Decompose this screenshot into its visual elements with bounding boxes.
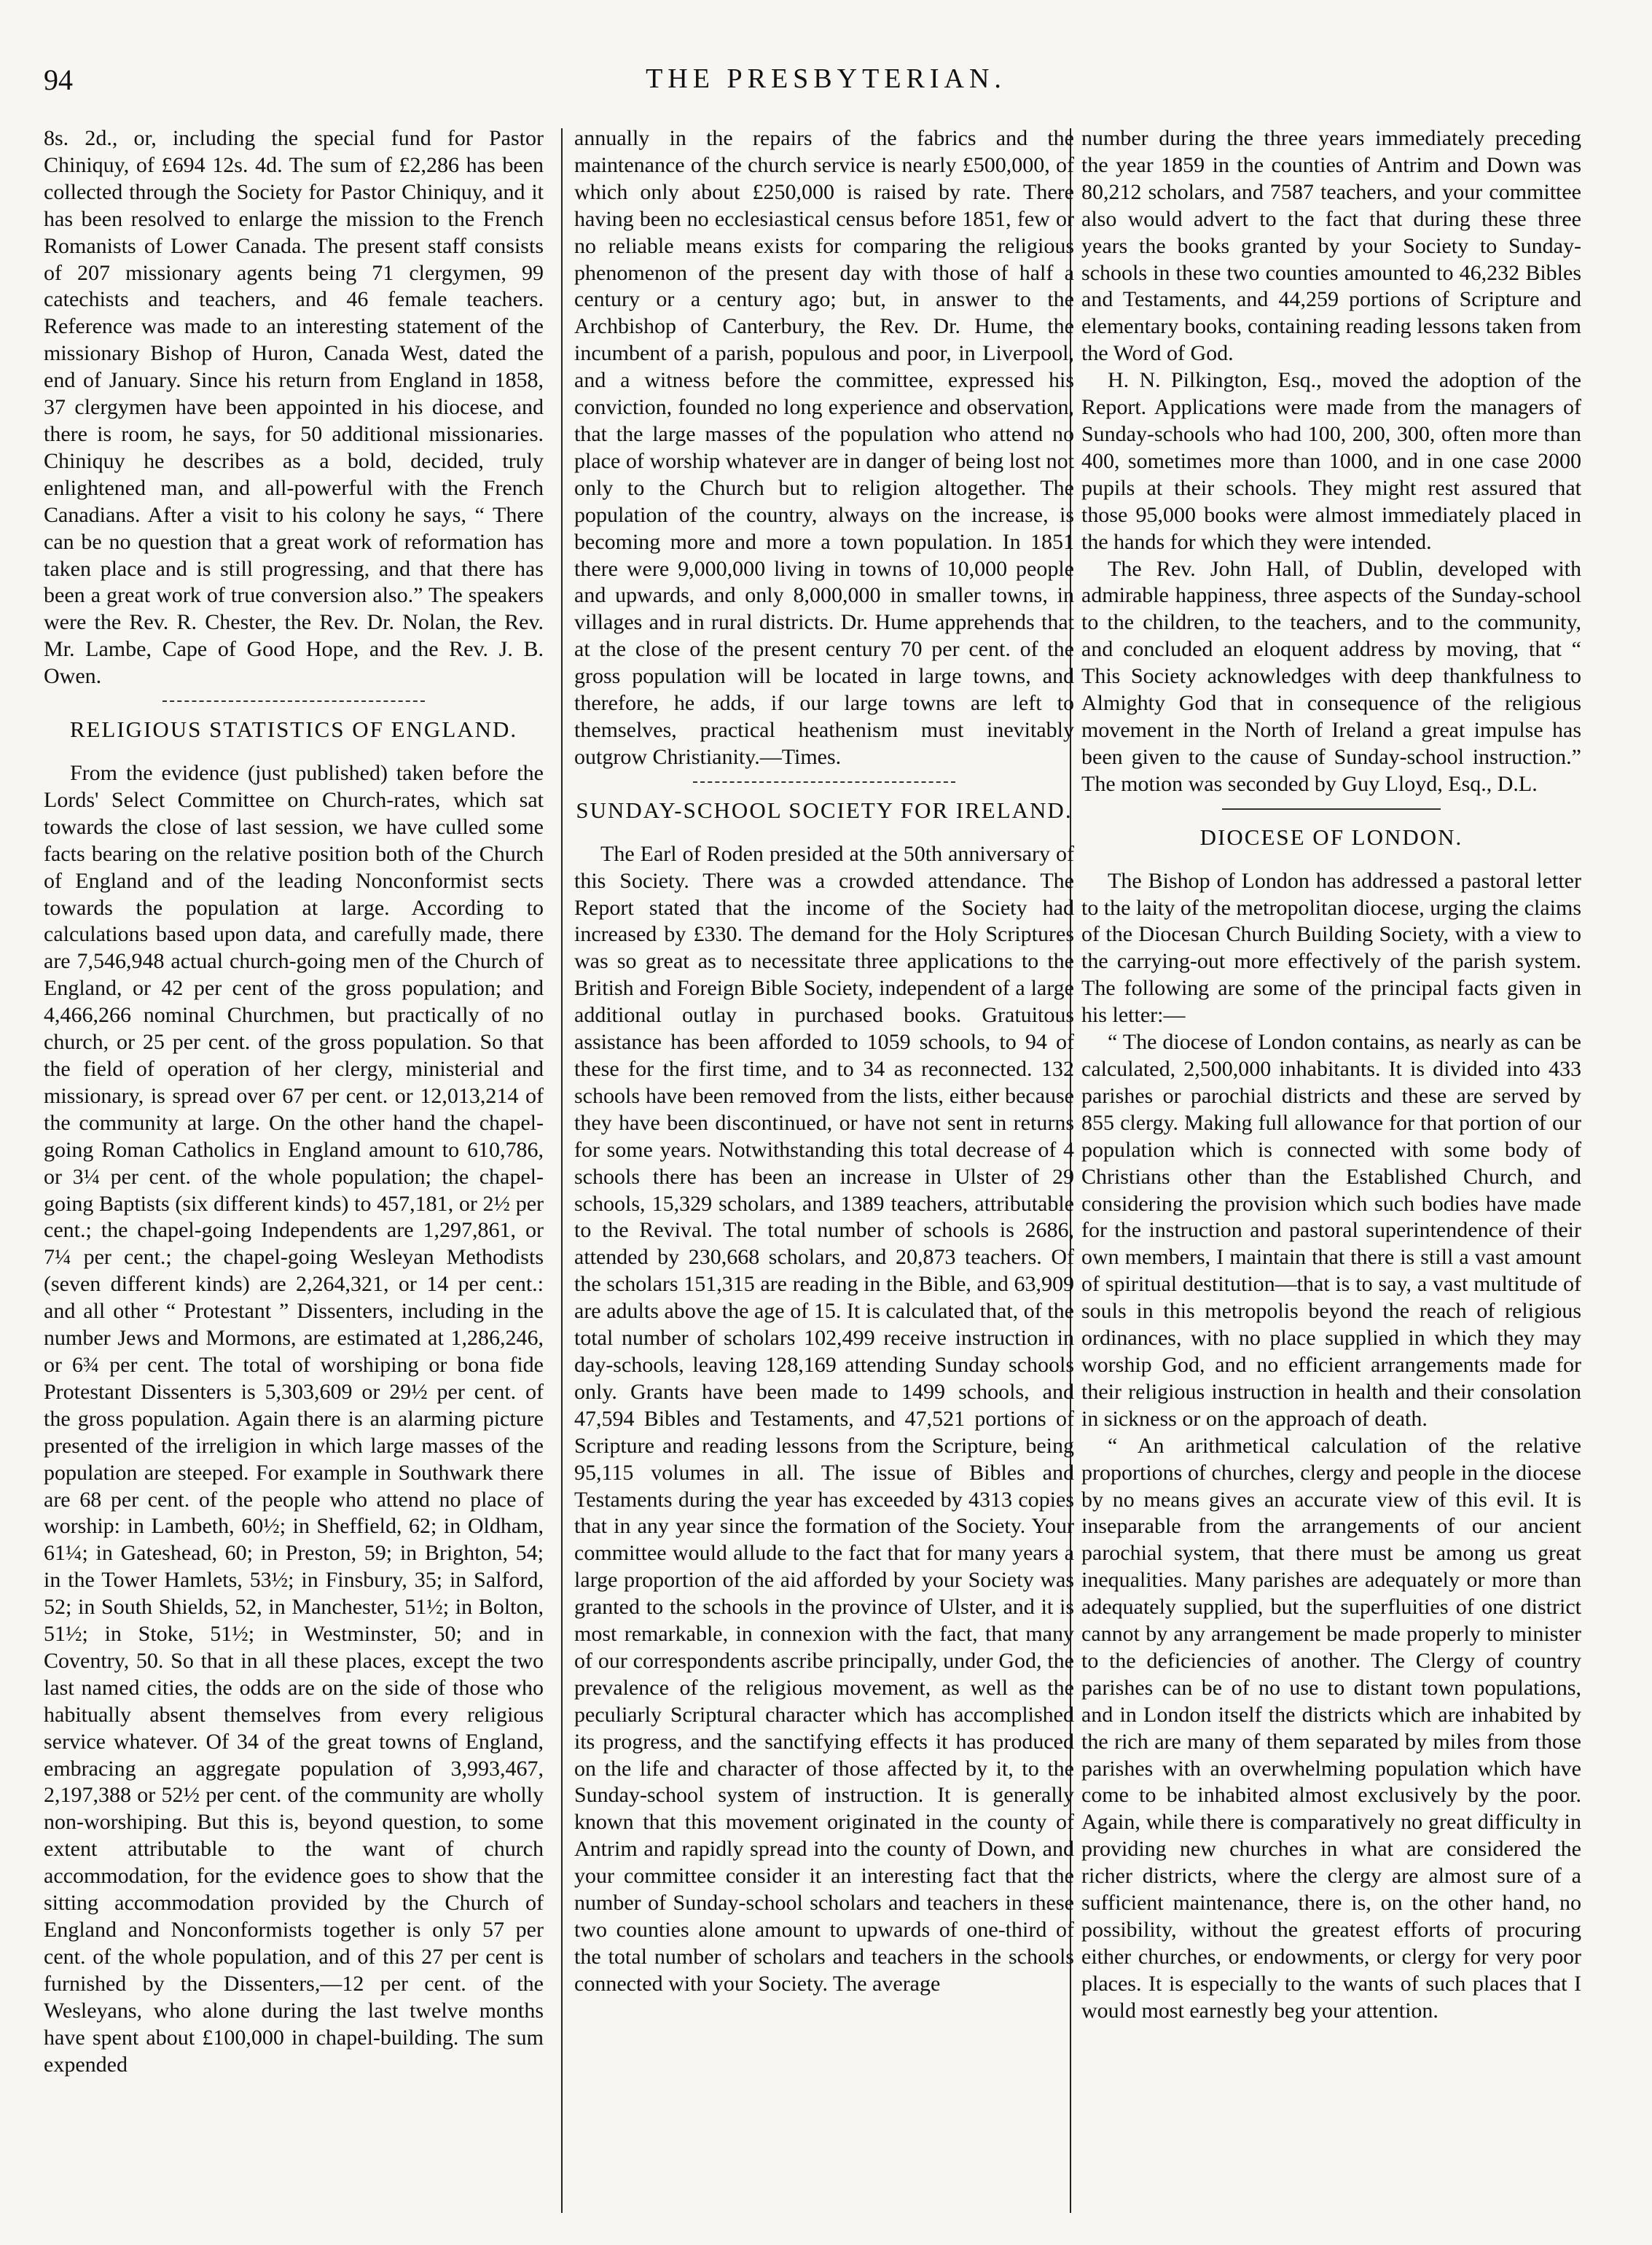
- article-heading: SUNDAY-SCHOOL SOCIETY FOR IRELAND.: [576, 797, 1073, 823]
- article-paragraph: 8s. 2d., or, including the special fund for Pastor Chiniquy, of £694 12s. 4d. The sum of £2,286 has been collected through the Society for Pastor Chiniquy, and it has been resolved to enlarge the mission to the French Romanists of Lower Canada. The present staff consists of 207 missionary agents being 71 clergymen, 99 catechists and teachers, and 46 female teachers. Reference was made to an interesting statement of the missionary Bishop of Huron, Canada West, dated the end of January. Since his return from England in 1858, 37 clergymen have been appointed in his diocese, and there is room, he says, for 50 additional missionaries. Chiniquy he describes as a bold, decided, truly enlightened man, and all-powerful with the French Canadians. After a visit to his colony he says, “ There can be no question that a great work of reformation has taken place and is still progressing, and that there has been a great work of true conversion also.” The speakers were the Rev. R. Chester, the Rev. Dr. Nolan, the Rev. Mr. Lambe, Cape of Good Hope, and the Rev. J. B. Owen.: [44, 126, 544, 689]
- article-paragraph: “ The diocese of London contains, as nearly as can be calculated, 2,500,000 inhabitants. It is divided into 433 parishes or parochial districts and these are served by 855 clergy. Making full allowance for that portion of our population which is connected with some body of Christians other than the Established Church, and considering the provision which such bodies have made for the instruction and pastoral superintendence of their own members, I maintain that there is still a vast amount of spiritual destitution—that is to say, a vast multitude of souls in this metropolis beyond the reach of religious ordinances, with no place supplied in which they may worship God, and no efficient arrangements made for their religious instruction in health and their consolation in sickness or on the approach of death.: [1081, 1030, 1581, 1431]
- running-head: [44, 63, 1608, 109]
- column-rule: [561, 128, 563, 2213]
- article-paragraph: number during the three years immediately preceding the year 1859 in the counties of Antrim and Down was 80,212 scholars, and 7587 teachers, and your committee also would advert to the fact that during these three years the books granted by your Society to Sunday-schools in these two counties amounted to 46,232 Bibles and Testaments, and 44,259 portions of Scripture and elementary books, containing reading lessons taken from the Word of God.: [1081, 126, 1581, 366]
- article-paragraph: “ An arithmetical calculation of the relative proportions of churches, clergy and people in the diocese by no means gives an accurate view of this evil. It is inseparable from the arrangements of our ancient parochial system, that there must be among us great inequalities. Many parishes are adequately or more than adequately supplied, but the superfluities of one district cannot by any arrangement be made properly to minister to the deficiencies of another. The Clergy of country parishes can be of no use to distant town populations, and in London itself the districts which are inhabited by the rich are many of them separated by miles from those parishes with an overwhelming population which have come to be inhabited almost exclusively by the poor. Again, while there is comparatively no great difficulty in providing new churches in what are considered the richer districts, where the clergy are almost sure of a sufficient maintenance, there is, on the other hand, no possibility, without the greatest efforts of procuring either churches, or endowments, or clergy for very poor places. It is especially to the wants of such places that I would most earnestly beg your attention.: [1081, 1433, 1581, 2023]
- section-separator: [693, 781, 955, 783]
- column-1: [44, 125, 544, 2078]
- page-number: 94: [44, 63, 73, 96]
- column-3: [1081, 125, 1581, 2025]
- journal-title: THE PRESBYTERIAN.: [646, 63, 1006, 94]
- article-heading: RELIGIOUS STATISTICS OF ENGLAND.: [69, 717, 518, 743]
- article-paragraph: annually in the repairs of the fabrics and the maintenance of the church service is nearly £500,000, of which only about £250,000 is raised by rate. There having been no ecclesiastical census before 1851, few or no reliable means exists for comparing the religious phenomenon of the present day with those of half a century or a century ago; but, in answer to the Archbishop of Canterbury, the Rev. Dr. Hume, the incumbent of a parish, populous and poor, in Liverpool, and a witness before the committee, expressed his conviction, founded no long experience and observation, that the large masses of the population who attend no place of worship whatever are in danger of being lost not only to the Church but to religion altogether. The population of the country, always on the increase, is becoming more and more a town population. In 1851 there were 9,000,000 living in towns of 10,000 people and upwards, and only 8,000,000 in smaller towns, in villages and in rural districts. Dr. Hume apprehends that at the close of the present century 70 per cent. of the gross population will be located in large towns, and therefore, he adds, if our large towns are left to themselves, practical heathenism must inevitably outgrow Christianity.—Times.: [574, 126, 1074, 769]
- section-separator: [163, 700, 425, 702]
- article-paragraph: H. N. Pilkington, Esq., moved the adoption of the Report. Applications were made from the managers of Sunday-schools who had 100, 200, 300, often more than 400, sometimes more than 1000, and in one case 2000 pupils at their schools. They might rest assured that those 95,000 books were almost immediately placed in the hands for which they were intended.: [1081, 368, 1581, 554]
- article-paragraph: The Rev. John Hall, of Dublin, developed with admirable happiness, three aspects of the Sunday-school to the children, to the teachers, and to the community, and concluded an eloquent address by moving, that “ This Society acknowledges with deep thankfulness to Almighty God that in consequence of the religious movement in the North of Ireland a great impulse has been given to the cause of Sunday-school instruction.” The motion was seconded by Guy Lloyd, Esq., D.L.: [1081, 556, 1581, 796]
- article-paragraph: From the evidence (just published) taken before the Lords' Select Committee on Church-rates, which sat towards the close of last session, we have culled some facts bearing on the relative position both of the Church of England and of the leading Nonconformist sects towards the population at large. According to calculations based upon data, and carefully made, there are 7,546,948 actual church-going men of the Church of England, or 42 per cent of the gross population; and 4,466,266 nominal Churchmen, but practically of no church, or 25 per cent. of the gross population. So that the field of operation of her clergy, ministerial and missionary, is spread over 67 per cent. or 12,013,214 of the community at large. On the other hand the chapel-going Roman Catholics in England amount to 610,786, or 3¼ per cent. of the whole population; the chapel-going Baptists (six different kinds) to 457,181, or 2½ per cent.; the chapel-going Independents are 1,297,861, or 7¼ per cent.; the chapel-going Wesleyan Methodists (seven different kinds) are 2,264,321, or 14 per cent.: and all other “ Protestant ” Dissenters, including in the number Jews and Mormons, are estimated at 1,286,246, or 6¾ per cent. The total of worshiping or bona fide Protestant Dissenters is 5,303,609 or 29½ per cent. of the gross population. Again there is an alarming picture presented of the irreligion in which large masses of the population are steeped. For example in Southwark there are 68 per cent. of the people who attend no place of worship: in Lambeth, 60½; in Sheffield, 62; in Oldham, 61¼; in Gateshead, 60; in Preston, 59; in Brighton, 54; in the Tower Hamlets, 53½; in Finsbury, 35; in Salford, 52; in South Shields, 52, in Manchester, 51½; in Bolton, 51½; in Stoke, 51½; in Westminster, 50; and in Coventry, 50. So that in all these places, except the two last named cities, the odds are on the side of those who habitually absent themselves from every religious service whatever. Of 34 of the great towns of England, embracing an aggregate population of 3,993,467, 2,197,388 or 52½ per cent. of the community are wholly non-worshiping. But this is, beyond question, to some extent attributable to the want of church accommodation, for the evidence goes to show that the sitting accommodation provided by the Church of England and Nonconformists together is only 57 per cent. of the whole population, and of this 27 per cent is furnished by the Dissenters,—12 per cent. of the Wesleyans, who alone during the last twelve months have spent about £100,000 in chapel-building. The sum expended: [44, 761, 544, 2077]
- article-paragraph: The Earl of Roden presided at the 50th anniversary of this Society. There was a crowded attendance. The Report stated that the income of the Society had increased by £330. The demand for the Holy Scriptures was so great as to necessitate three applications to the British and Foreign Bible Society, independent of a large additional outlay in purchased books. Gratuitous assistance has been afforded to 1059 schools, to 94 of these for the first time, and to 34 as reconnected. 132 schools have been removed from the lists, either because they have been discontinued, or have not sent in returns for some years. Notwithstanding this total decrease of 4 schools there has been an increase in Ulster of 29 schools, 15,329 scholars, and 1389 teachers, attributable to the Revival. The total number of schools is 2686, attended by 230,668 scholars, and 20,873 teachers. Of the scholars 151,315 are reading in the Bible, and 63,909 are adults above the age of 15. It is calculated that, of the total number of scholars 102,499 receive instruction in day-schools, leaving 128,169 attending Sunday schools only. Grants have been made to 1499 schools, and 47,594 Bibles and Testaments, and 47,521 portions of Scripture and reading lessons from the Scripture, being 95,115 volumes in all. The issue of Bibles and Testaments during the year has exceeded by 4313 copies that in any year since the formation of the Society. Your committee would allude to the fact that for many years a large proportion of the aid afforded by your Society was granted to the schools in the province of Ulster, and it is most remarkable, in connexion with the fact, that many of our correspondents ascribe principally, under God, the prevalence of the religious movement, as well as the peculiarly Scriptural character which has accomplished its progress, and the sanctifying effects it has produced on the life and character of those affected by it, to the Sunday-school system of instruction. It is generally known that this movement originated in the county of Antrim and rapidly spread into the county of Down, and your committee consider it an interesting fact that the number of Sunday-school scholars and teachers in these two counties alone amount to upwards of one-third of the total number of scholars and teachers in the schools connected with your Society. The average: [574, 841, 1074, 1996]
- article-heading: DIOCESE OF LONDON.: [1199, 824, 1463, 850]
- column-2: [574, 125, 1074, 1998]
- article-paragraph: The Bishop of London has addressed a pastoral letter to the laity of the metropolitan diocese, urging the claims of the Diocesan Church Building Society, with a view to the carrying-out more effectively of the parish system. The following are some of the principal facts given in his letter:—: [1081, 868, 1581, 1028]
- section-separator: [1222, 808, 1441, 810]
